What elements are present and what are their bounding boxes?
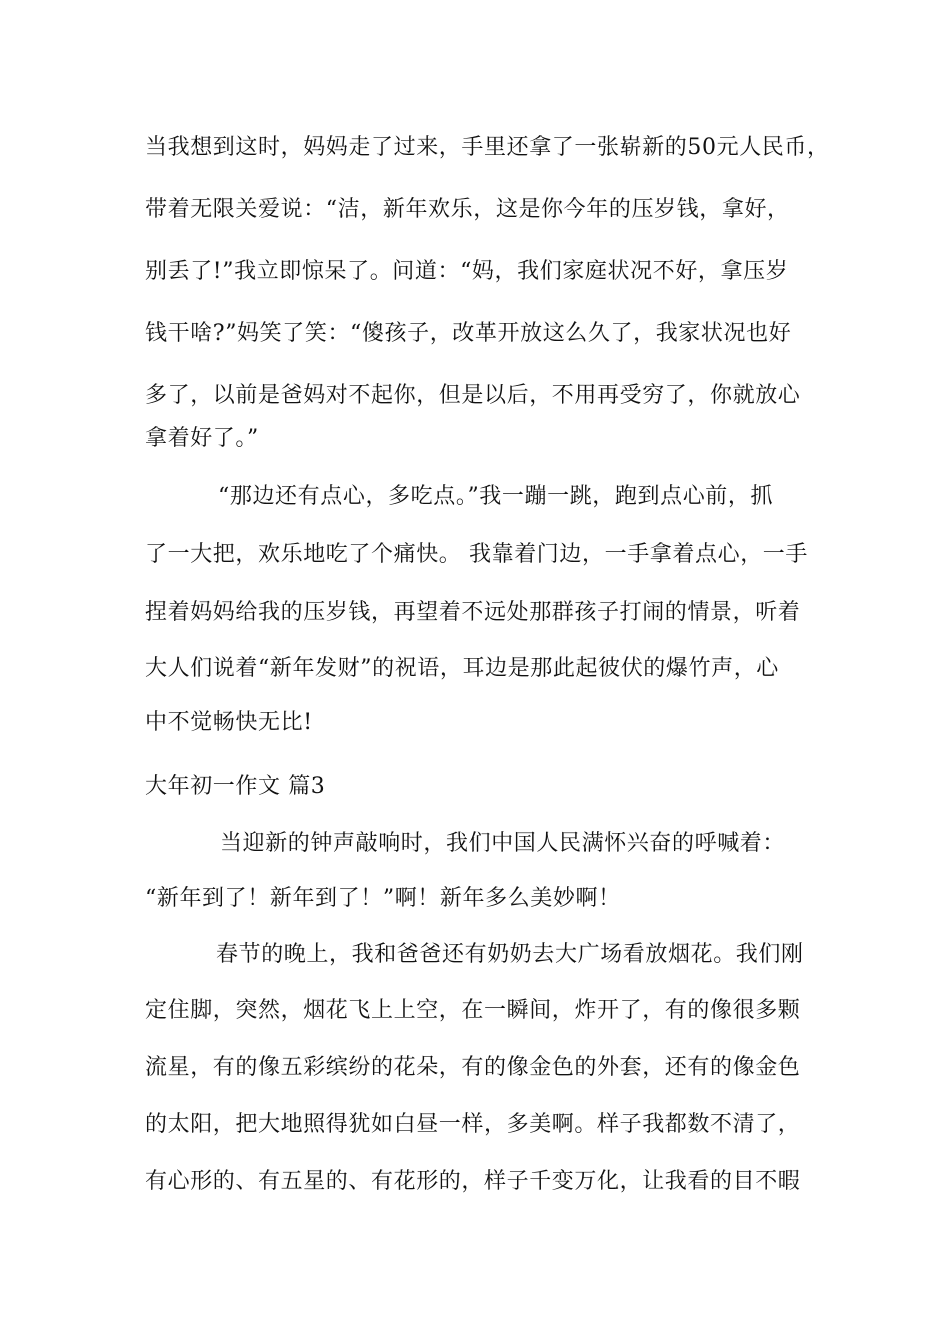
- text-line: 带着无限关爱说：“洁，新年欢乐，这是你今年的压岁钱，拿好，: [145, 197, 790, 222]
- text-line: 钱干啥?”妈笑了笑：“傻孩子，改革开放这么久了，我家状况也好: [145, 321, 792, 346]
- text-line: 别丢了!”我立即惊呆了。问道：“妈，我们家庭状况不好，拿压岁: [145, 259, 789, 284]
- text-line: 的太阳，把大地照得犹如白昼一样，多美啊。样子我都数不清了，: [145, 1112, 801, 1137]
- text-line: 定住脚，突然，烟花飞上上空，在一瞬间，炸开了，有的像很多颗: [145, 998, 801, 1023]
- text-line: 多了，以前是爸妈对不起你，但是以后，不用再受穷了，你就放心: [145, 383, 801, 408]
- text-line: 流星，有的像五彩缤纷的花朵，有的像金色的外套，还有的像金色: [145, 1055, 801, 1080]
- section-heading: 大年初一作文 篇3: [145, 774, 326, 799]
- paragraph-start-line: 春节的晚上，我和爸爸还有奶奶去大广场看放烟花。我们刚: [216, 942, 804, 967]
- text-line: 当我想到这时，妈妈走了过来，手里还拿了一张崭新的50元人民币，: [145, 135, 830, 160]
- text-line: 了一大把，欢乐地吃了个痛快。 我靠着门边，一手拿着点心，一手: [145, 542, 808, 567]
- text-line: 有心形的、有五星的、有花形的，样子千变万化，让我看的目不暇: [145, 1169, 801, 1194]
- text-line: “新年到了！新年到了！”啊！新年多么美妙啊！: [145, 886, 621, 911]
- paragraph-start-line: 当迎新的钟声敲响时，我们中国人民满怀兴奋的呼喊着：: [220, 831, 786, 856]
- text-line: 大人们说着“新年发财”的祝语，耳边是那此起彼伏的爆竹声，心: [145, 656, 779, 681]
- paragraph-start-line: “那边还有点心，多吃点。”我一蹦一跳，跑到点心前，抓: [218, 484, 774, 509]
- text-line: 拿着好了。”: [145, 426, 259, 451]
- text-line: 中不觉畅快无比!: [145, 710, 313, 735]
- text-line: 捏着妈妈给我的压岁钱，再望着不远处那群孩子打闹的情景，听着: [145, 600, 801, 625]
